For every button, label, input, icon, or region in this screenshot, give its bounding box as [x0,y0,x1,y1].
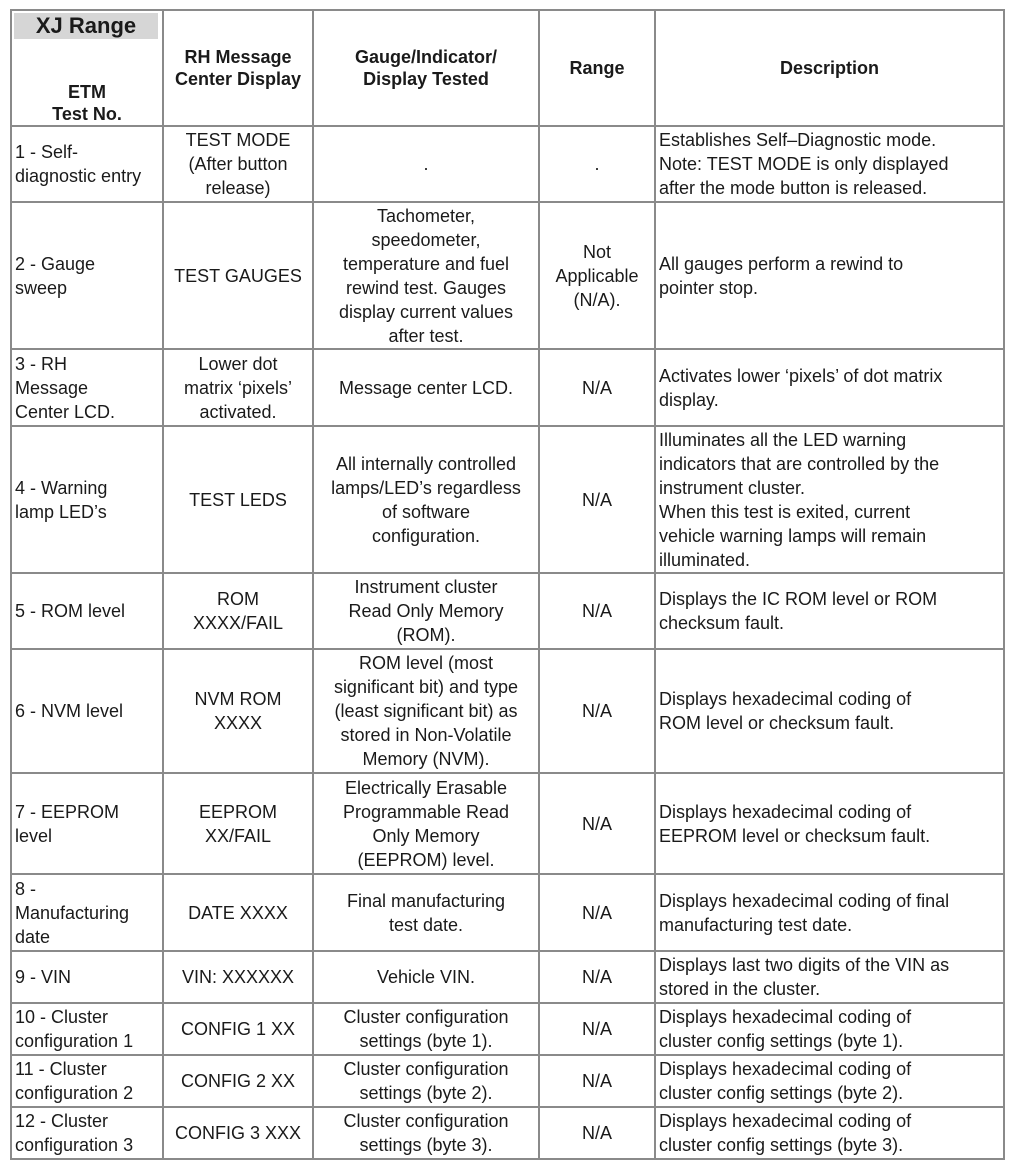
cell-test: 3 - RH Message Center LCD. [11,349,163,426]
table-row [11,773,1004,874]
table-row [11,1003,1004,1055]
range-label: XJ Range [14,13,158,39]
cell-range: N/A [539,1055,655,1107]
cell-range: Not Applicable (N/A). [539,202,655,349]
table-wrapper [10,9,1005,1160]
cell-tested: Instrument cluster Read Only Memory (ROM). [313,573,539,649]
header-test-no-label: ETM Test No. [52,82,122,124]
cell-display: TEST LEDS [163,426,313,573]
cell-test: 6 - NVM level [11,649,163,773]
table-row [11,951,1004,1003]
header-test-no [11,10,163,126]
cell-display: NVM ROM XXXX [163,649,313,773]
header-range: Range [539,10,655,126]
cell-description: Displays hexadecimal coding of EEPROM level or checksum fault. [655,773,1004,874]
header-description: Description [655,10,1004,126]
etm-test-table [10,9,1005,1160]
cell-display: CONFIG 1 XX [163,1003,313,1055]
cell-description: Displays hexadecimal coding of cluster config settings (byte 3). [655,1107,1004,1159]
cell-description: All gauges perform a rewind to pointer stop. [655,202,1004,349]
cell-description: Displays hexadecimal coding of final manufacturing test date. [655,874,1004,951]
cell-range: N/A [539,649,655,773]
cell-test: 5 - ROM level [11,573,163,649]
cell-tested: Tachometer, speedometer, temperature and fuel rewind test. Gauges display current values after test. [313,202,539,349]
table-row [11,649,1004,773]
cell-test: 1 - Self- diagnostic entry [11,126,163,202]
cell-test: 4 - Warning lamp LED’s [11,426,163,573]
cell-range: N/A [539,426,655,573]
cell-tested: . [313,126,539,202]
table-row [11,573,1004,649]
header-display: RH Message Center Display [163,10,313,126]
cell-display: EEPROM XX/FAIL [163,773,313,874]
cell-tested: ROM level (most significant bit) and type (least significant bit) as stored in Non-Volatile Memory (NVM). [313,649,539,773]
cell-display: ROM XXXX/FAIL [163,573,313,649]
cell-range: N/A [539,573,655,649]
cell-tested: Cluster configuration settings (byte 1). [313,1003,539,1055]
cell-range: N/A [539,773,655,874]
cell-range: N/A [539,1003,655,1055]
cell-display: Lower dot matrix ‘pixels’ activated. [163,349,313,426]
cell-test: 10 - Cluster configuration 1 [11,1003,163,1055]
cell-description: Illuminates all the LED warning indicators that are controlled by the instrument cluster. When this test is exited, current vehicle warning lamps will remain illuminated. [655,426,1004,573]
cell-display: TEST GAUGES [163,202,313,349]
cell-tested: Cluster configuration settings (byte 3). [313,1107,539,1159]
cell-description: Activates lower ‘pixels’ of dot matrix display. [655,349,1004,426]
cell-test: 2 - Gauge sweep [11,202,163,349]
cell-test: 9 - VIN [11,951,163,1003]
cell-description: Displays hexadecimal coding of cluster config settings (byte 2). [655,1055,1004,1107]
cell-description: Establishes Self–Diagnostic mode. Note: TEST MODE is only displayed after the mode button is released. [655,126,1004,202]
table-row [11,1107,1004,1159]
cell-test: 8 - Manufacturing date [11,874,163,951]
cell-description: Displays hexadecimal coding of cluster config settings (byte 1). [655,1003,1004,1055]
cell-range: N/A [539,951,655,1003]
cell-test: 11 - Cluster configuration 2 [11,1055,163,1107]
table-row [11,1055,1004,1107]
cell-tested: Vehicle VIN. [313,951,539,1003]
cell-tested: Final manufacturing test date. [313,874,539,951]
cell-description: Displays the IC ROM level or ROM checksum fault. [655,573,1004,649]
table-row [11,349,1004,426]
table-row [11,426,1004,573]
cell-tested: Electrically Erasable Programmable Read Only Memory (EEPROM) level. [313,773,539,874]
cell-tested: Message center LCD. [313,349,539,426]
table-row [11,126,1004,202]
cell-range: N/A [539,874,655,951]
cell-display: CONFIG 2 XX [163,1055,313,1107]
header-tested: Gauge/Indicator/ Display Tested [313,10,539,126]
cell-range: . [539,126,655,202]
header-row [11,10,1004,126]
cell-test: 7 - EEPROM level [11,773,163,874]
cell-display: TEST MODE (After button release) [163,126,313,202]
cell-range: N/A [539,1107,655,1159]
cell-test: 12 - Cluster configuration 3 [11,1107,163,1159]
cell-tested: Cluster configuration settings (byte 2). [313,1055,539,1107]
table-row [11,202,1004,349]
cell-display: CONFIG 3 XXX [163,1107,313,1159]
cell-display: DATE XXXX [163,874,313,951]
cell-range: N/A [539,349,655,426]
cell-display: VIN: XXXXXX [163,951,313,1003]
cell-tested: All internally controlled lamps/LED’s regardless of software configuration. [313,426,539,573]
table-row [11,874,1004,951]
cell-description: Displays last two digits of the VIN as stored in the cluster. [655,951,1004,1003]
cell-description: Displays hexadecimal coding of ROM level or checksum fault. [655,649,1004,773]
